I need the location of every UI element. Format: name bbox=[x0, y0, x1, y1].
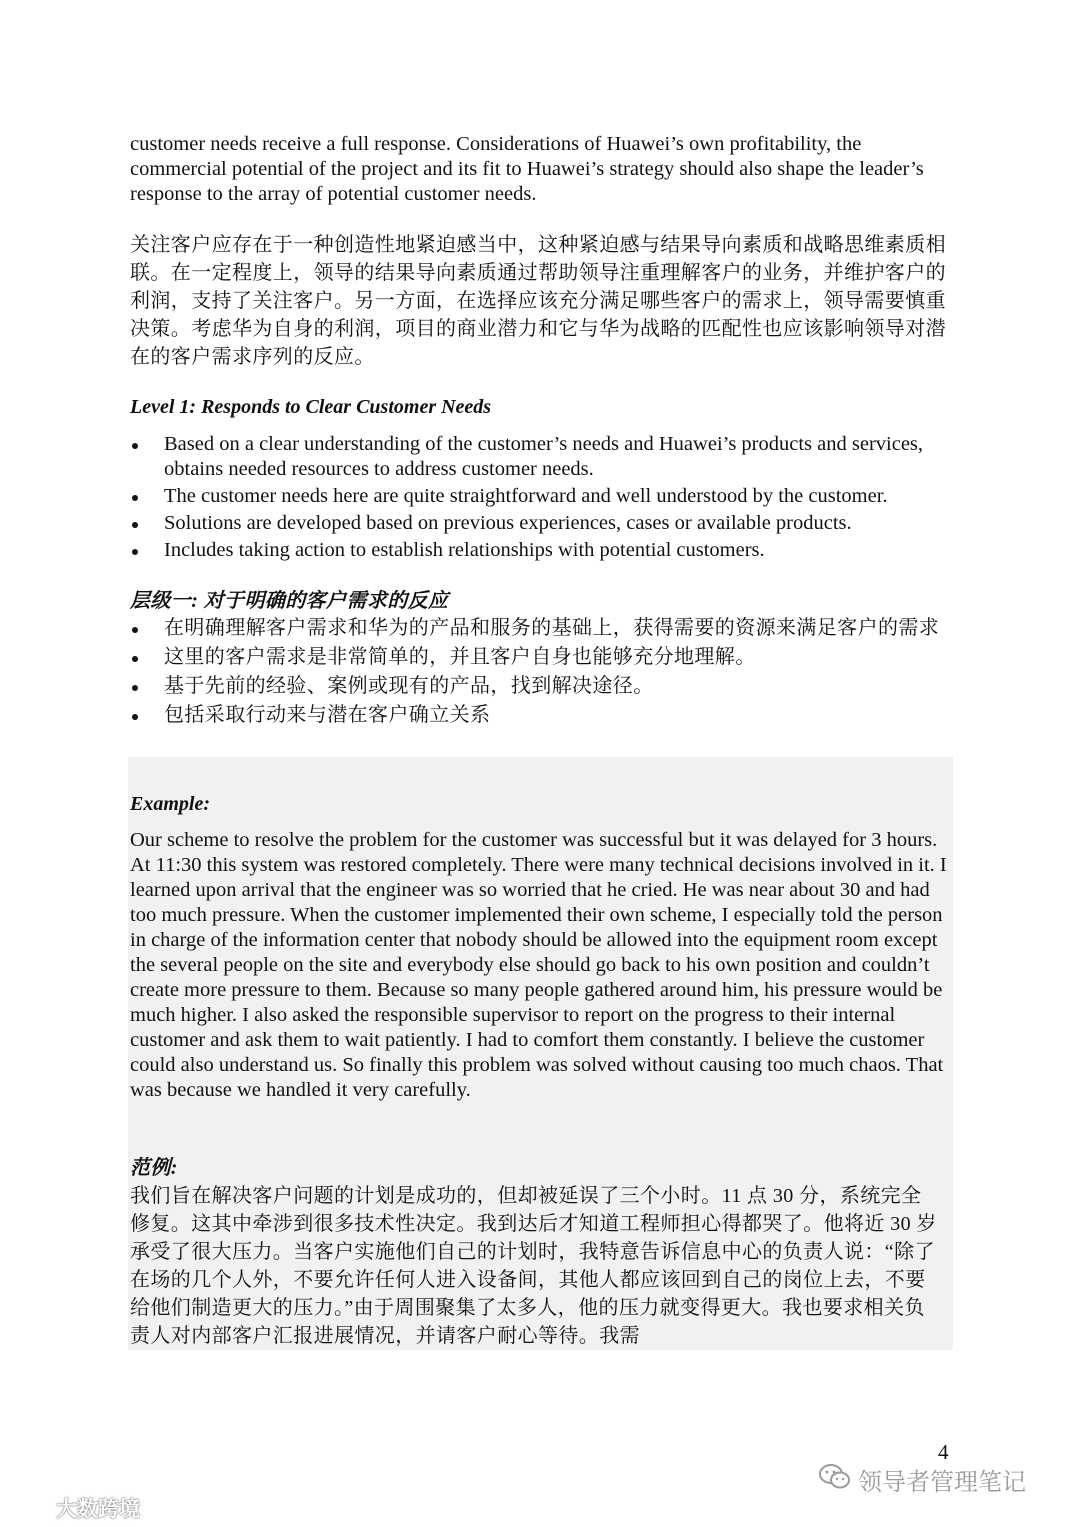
list-item: Solutions are developed based on previous experiences, cases or available products. bbox=[130, 511, 960, 536]
example-heading-cn: 范例: bbox=[130, 1157, 178, 1179]
example-paragraph-cn: 我们旨在解决客户问题的计划是成功的，但却被延误了三个小时。11 点 30 分，系统完全修复。这其中牵涉到很多技术性决定。我到达后才知道工程师担心得都哭了。他将近 30 岁承受了很大压力。当客户实施他们自己的计划时，我特意告诉信息中心的负责人说：“除了在场的几个人外，不要允许任何人进入设备间，其他人都应该回到自己的岗位上去，不要给他们制造更大的压力。”由于周围聚集了太多人，他的压力就变得更大。我也要求相关负责人对内部客户汇报进展情况，并请客户耐心等待。我需 bbox=[130, 1185, 937, 1347]
intro-paragraph-en: customer needs receive a full response. Considerations of Huawei’s own profitability, the commercial potential of the project and its fit to Huawei’s strategy should also shape the leader’s response to the array of potential customer needs. bbox=[130, 133, 924, 205]
watermark-left bbox=[10, 1492, 140, 1523]
level1-heading-cn: 层级一: 对于明确的客户需求的反应 bbox=[130, 590, 449, 612]
list-item: Based on a clear understanding of the customer’s needs and Huawei’s products and services, obtains needed resources to address customer needs. bbox=[130, 432, 960, 482]
level1-bullet-list-cn bbox=[130, 614, 960, 730]
watermark-right bbox=[818, 1462, 1026, 1497]
intro-paragraph-cn: 关注客户应存在于一种创造性地紧迫感当中，这种紧迫感与结果导向素质和战略思维素质相联。在一定程度上，领导的结果导向素质通过帮助领导注重理解客户的业务，并维护客户的利润，支持了关注客户。另一方面，在选择应该充分满足哪些客户的需求上，领导需要慎重决策。考虑华为自身的利润，项目的商业潜力和它与华为战略的匹配性也应该影响领导对潜在的客户需求序列的反应。 bbox=[130, 234, 946, 368]
example-heading-en: Example: bbox=[130, 793, 210, 815]
list-item: 这里的客户需求是非常简单的，并且客户自身也能够充分地理解。 bbox=[130, 643, 960, 671]
list-item: The customer needs here are quite straightforward and well understood by the customer. bbox=[130, 484, 960, 509]
page-number: 4 bbox=[938, 1440, 949, 1464]
wechat-icon bbox=[818, 1463, 852, 1497]
watermark-right-text: 领导者管理笔记 bbox=[858, 1468, 1026, 1496]
list-item: Includes taking action to establish relationships with potential customers. bbox=[130, 538, 960, 563]
list-item: 包括采取行动来与潜在客户确立关系 bbox=[130, 701, 960, 729]
level1-heading-en: Level 1: Responds to Clear Customer Needs bbox=[130, 396, 492, 418]
list-item: 基于先前的经验、案例或现有的产品，找到解决途径。 bbox=[130, 672, 960, 700]
example-paragraph-en: Our scheme to resolve the problem for the customer was successful but it was delayed for 3 hours. At 11:30 this system was restored completely. There were many technical decisions involved in it. I learned upon arrival that the engineer was so worried that he cried. He was near about 30 and had too much pressure. When the customer implemented their own scheme, I especially told the person in charge of the information center that nobody should be allowed into the equipment room except the several people on the site and everybody else should go back to his own position and couldn’t create more pressure to them. Because so many people gathered around him, his pressure would be much higher. I also asked the responsible supervisor to report on the progress to their internal customer and ask them to wait patiently. I had to comfort them constantly. I believe the customer could also understand us. So finally this problem was solved without causing too much chaos. That was because we handled it very carefully. bbox=[130, 829, 947, 1101]
list-item: 在明确理解客户需求和华为的产品和服务的基础上，获得需要的资源来满足客户的需求 bbox=[130, 614, 960, 642]
watermark-left-text: 大数跨境 bbox=[56, 1496, 140, 1521]
brand-logo-icon bbox=[10, 1492, 52, 1523]
level1-bullet-list-en bbox=[130, 432, 960, 565]
